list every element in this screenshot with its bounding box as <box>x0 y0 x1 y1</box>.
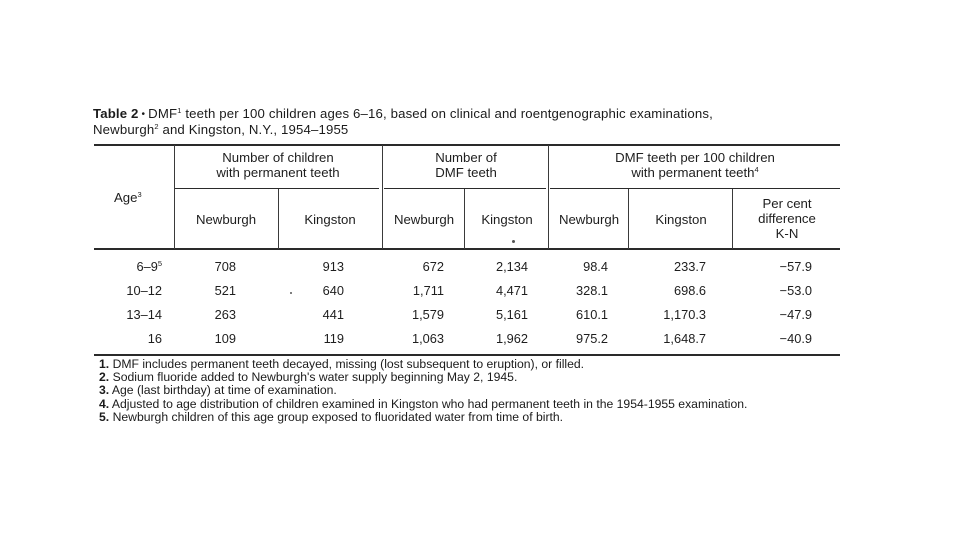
footnotes <box>93 358 843 424</box>
row-age-text: 6–9 <box>136 259 158 274</box>
header-age-label: Age <box>114 190 138 205</box>
cell-pct-diff: −40.9 <box>779 331 812 346</box>
cell-children-kingston: 640 <box>322 283 344 298</box>
header-group-rate-line1: DMF teeth per 100 children <box>615 150 775 165</box>
scan-speck <box>290 292 292 294</box>
divider-group2-mid <box>464 189 465 249</box>
cell-dmf-newburgh: 1,579 <box>411 307 444 322</box>
scanned-table-image <box>92 102 842 442</box>
header-children-kingston: Kingston <box>304 212 356 227</box>
header-group-rate <box>550 150 840 180</box>
divider-group2-group3 <box>548 145 549 249</box>
header-dmf-newburgh: Newburgh <box>393 212 455 227</box>
cell-children-newburgh: 708 <box>214 259 236 274</box>
cell-pct-diff: −47.9 <box>779 307 812 322</box>
header-group-rate-sup: 4 <box>754 165 759 174</box>
header-age-sup: 3 <box>137 190 142 199</box>
cell-children-newburgh: 109 <box>214 331 236 346</box>
cell-dmf-kingston: 4,471 <box>495 283 528 298</box>
cell-rate-newburgh: 328.1 <box>575 283 608 298</box>
caption-label: Table 2 <box>93 106 139 121</box>
cell-children-kingston: 119 <box>323 331 344 346</box>
caption-text-newburgh: Newburgh <box>93 122 155 137</box>
header-group-dmf-line1: Number of <box>435 150 497 165</box>
cell-rate-kingston: 233.7 <box>673 259 706 274</box>
cell-children-newburgh: 263 <box>214 307 236 322</box>
row-age-text: 13–14 <box>126 307 162 322</box>
group-underline-1 <box>174 188 379 189</box>
row-age-sup: 5 <box>157 259 162 268</box>
footnote-text: Adjusted to age distribution of children examined in Kingston who had permanent teeth in the 1954-1955 examination. <box>111 396 748 411</box>
caption-sup-1: 1 <box>177 106 182 115</box>
cell-dmf-newburgh: 1,063 <box>411 331 444 346</box>
cell-children-kingston: 913 <box>322 259 344 274</box>
header-pct-line3: K-N <box>775 226 799 241</box>
cell-rate-kingston: 698.6 <box>673 283 706 298</box>
table-bottom-rule <box>94 354 840 356</box>
footnote-5 <box>93 411 843 424</box>
row-age <box>92 259 162 274</box>
group-underline-2 <box>384 188 546 189</box>
header-bottom-rule <box>94 248 840 250</box>
header-group-rate-line2 <box>550 165 840 180</box>
cell-dmf-newburgh: 672 <box>422 259 444 274</box>
header-rate-kingston: Kingston <box>655 212 707 227</box>
row-age-text: 10–12 <box>126 283 162 298</box>
top-rule <box>94 144 840 146</box>
cell-pct-diff: −57.9 <box>779 259 812 274</box>
row-age <box>92 283 162 298</box>
cell-rate-kingston: 1,648.7 <box>663 331 706 346</box>
footnote-number: 3. <box>99 383 110 398</box>
caption-bullet: • <box>141 109 146 120</box>
header-group-rate-line2-text: with permanent teeth <box>631 165 755 180</box>
cell-children-newburgh: 521 <box>214 283 236 298</box>
cell-pct-diff: −53.0 <box>779 283 812 298</box>
footnote-number: 1. <box>99 357 110 371</box>
header-group-children-line1: Number of children <box>222 150 334 165</box>
cell-rate-newburgh: 98.4 <box>583 259 608 274</box>
caption-sup-2: 2 <box>154 122 159 131</box>
divider-group1-mid <box>278 189 279 249</box>
scan-speck <box>512 240 515 243</box>
table-caption <box>93 106 841 137</box>
caption-text-place: and Kingston, N.Y., 1954–1955 <box>162 122 349 137</box>
footnote-text: Sodium fluoride added to Newburgh's water supply beginning May 2, 1945. <box>112 370 518 385</box>
footnote-number: 5. <box>99 409 110 424</box>
row-age <box>92 307 162 322</box>
header-pct-diff <box>734 196 840 241</box>
footnote-text: DMF includes permanent teeth decayed, missing (lost subsequent to eruption), or filled. <box>112 357 585 371</box>
caption-text-main: teeth per 100 children ages 6–16, based on clinical and roentgenographic examinations, <box>185 106 713 121</box>
header-pct-line2: difference <box>758 211 816 226</box>
group-underline-3 <box>550 188 840 189</box>
header-age <box>114 190 142 205</box>
cell-rate-newburgh: 610.1 <box>575 307 608 322</box>
header-pct-line1: Per cent <box>762 196 812 211</box>
cell-rate-newburgh: 975.2 <box>575 331 608 346</box>
caption-text-dmf: DMF <box>148 106 178 121</box>
cell-children-kingston: 441 <box>322 307 344 322</box>
divider-age <box>174 145 175 249</box>
header-dmf-kingston: Kingston <box>481 212 533 227</box>
footnote-text: Age (last birthday) at time of examination. <box>111 383 337 398</box>
cell-dmf-kingston: 2,134 <box>495 259 528 274</box>
header-group-children-line2: with permanent teeth <box>216 165 340 180</box>
footnote-number: 4. <box>99 396 110 411</box>
header-children-newburgh: Newburgh <box>195 212 257 227</box>
cell-dmf-kingston: 1,962 <box>495 331 528 346</box>
cell-rate-kingston: 1,170.3 <box>663 307 706 322</box>
cell-dmf-kingston: 5,161 <box>495 307 528 322</box>
divider-group3-mid1 <box>628 189 629 249</box>
divider-group3-mid2 <box>732 189 733 249</box>
footnote-number: 2. <box>99 370 110 385</box>
header-group-dmf <box>384 150 548 180</box>
cell-dmf-newburgh: 1,711 <box>412 283 444 298</box>
row-age <box>92 331 162 346</box>
row-age-text: 16 <box>147 331 162 346</box>
divider-group1-group2 <box>382 145 383 249</box>
footnote-text: Newburgh children of this age group exposed to fluoridated water from time of birth. <box>112 409 564 424</box>
header-rate-newburgh: Newburgh <box>558 212 620 227</box>
header-group-dmf-line2: DMF teeth <box>435 165 497 180</box>
header-group-children <box>176 150 380 180</box>
